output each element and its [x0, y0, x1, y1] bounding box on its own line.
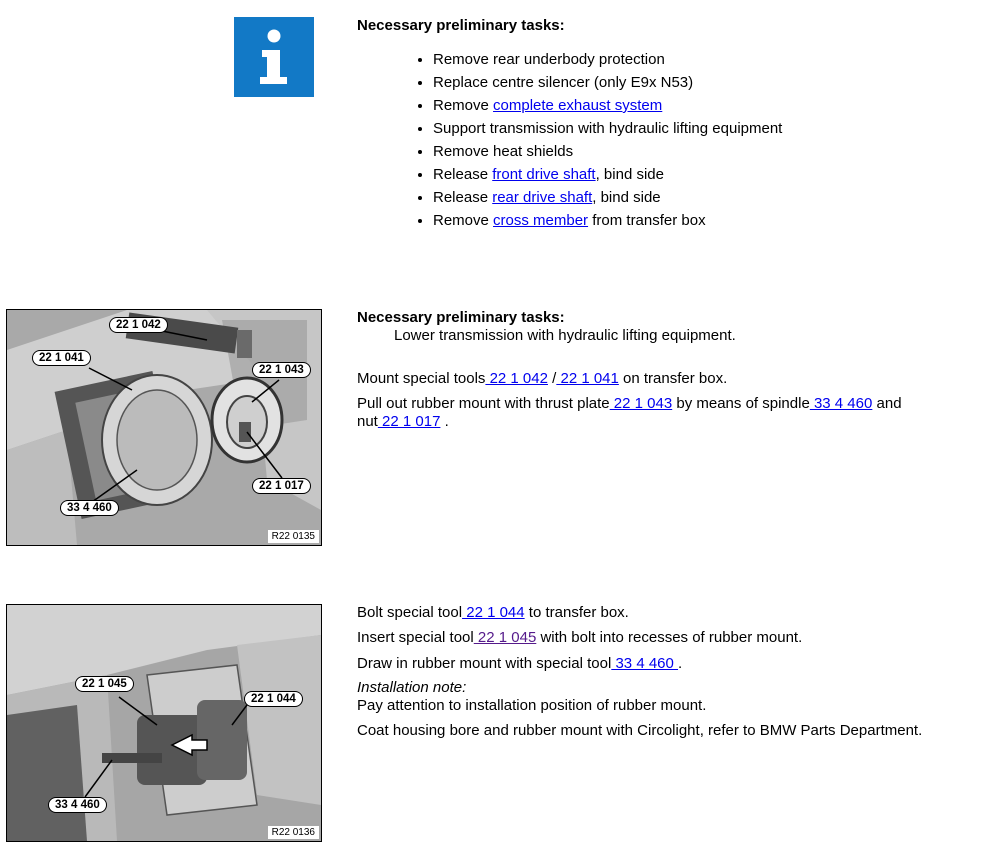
figure-id: R22 0136	[268, 826, 319, 839]
callout-22-1-041: 22 1 041	[32, 350, 91, 366]
list-item: • Remove cross member from transfer box	[433, 209, 983, 232]
callout-22-1-017: 22 1 017	[252, 478, 311, 494]
tool-33-4-460-link[interactable]: 33 4 460	[611, 655, 679, 672]
list-item: • Remove heat shields	[433, 140, 983, 163]
section1-heading: Necessary preliminary tasks:	[357, 17, 565, 34]
bolt-tool-instruction: Bolt special tool 22 1 044 to transfer box.	[357, 604, 629, 621]
section2-heading: Necessary preliminary tasks:	[357, 309, 565, 326]
draw-in-instruction: Draw in rubber mount with special tool 33 4 460 .	[357, 655, 683, 672]
callout-22-1-045: 22 1 045	[75, 676, 134, 692]
tool-22-1-044-link[interactable]: 22 1 044	[462, 604, 525, 621]
info-icon	[234, 17, 314, 97]
list-item: • Support transmission with hydraulic lifting equipment	[433, 117, 983, 140]
callout-33-4-460: 33 4 460	[48, 797, 107, 813]
figure-id: R22 0135	[268, 530, 319, 543]
lower-transmission-text: Lower transmission with hydraulic lifting equipment.	[394, 327, 736, 344]
tool-22-1-043-link[interactable]: 22 1 043	[609, 395, 673, 412]
front-drive-shaft-link[interactable]: front drive shaft	[492, 166, 596, 183]
figure-illustration	[7, 310, 321, 545]
figure-r22-0136	[6, 604, 322, 842]
installation-note-text: Pay attention to installation position of rubber mount.	[357, 697, 707, 714]
list-item: • Release front drive shaft, bind side	[433, 163, 983, 186]
insert-tool-instruction: Insert special tool 22 1 045 with bolt into recesses of rubber mount.	[357, 629, 803, 646]
rear-drive-shaft-link[interactable]: rear drive shaft	[492, 189, 593, 206]
installation-note-heading: Installation note:	[357, 679, 467, 696]
tool-22-1-045-link[interactable]: 22 1 045	[473, 629, 537, 646]
list-item: • Release rear drive shaft, bind side	[433, 186, 983, 209]
list-item: • Replace centre silencer (only E9x N53)	[433, 71, 983, 94]
figure-r22-0135	[6, 309, 322, 546]
coat-housing-instruction: Coat housing bore and rubber mount with Circolight, refer to BMW Parts Department.	[357, 722, 923, 739]
tool-22-1-017-link[interactable]: 22 1 017	[377, 413, 441, 430]
callout-33-4-460: 33 4 460	[60, 500, 119, 516]
tool-22-1-041-link[interactable]: 22 1 041	[556, 370, 619, 387]
callout-22-1-043: 22 1 043	[252, 362, 311, 378]
tool-22-1-042-link[interactable]: 22 1 042	[485, 370, 548, 387]
preliminary-task-list	[357, 48, 983, 232]
list-item: • Remove complete exhaust system	[433, 94, 983, 117]
callout-22-1-044: 22 1 044	[244, 691, 303, 707]
mount-tools-instruction: Mount special tools 22 1 042 / 22 1 041 on transfer box.	[357, 370, 728, 387]
complete-exhaust-system-link[interactable]: complete exhaust system	[493, 97, 663, 114]
pull-out-instruction: Pull out rubber mount with thrust plate 22 1 043 by means of spindle 33 4 460 and	[357, 395, 902, 412]
cross-member-link[interactable]: cross member	[493, 212, 589, 229]
tool-33-4-460-link[interactable]: 33 4 460	[809, 395, 873, 412]
callout-22-1-042: 22 1 042	[109, 317, 168, 333]
nut-instruction: nut 22 1 017 .	[357, 413, 449, 430]
list-item: • Remove rear underbody protection	[433, 48, 983, 71]
